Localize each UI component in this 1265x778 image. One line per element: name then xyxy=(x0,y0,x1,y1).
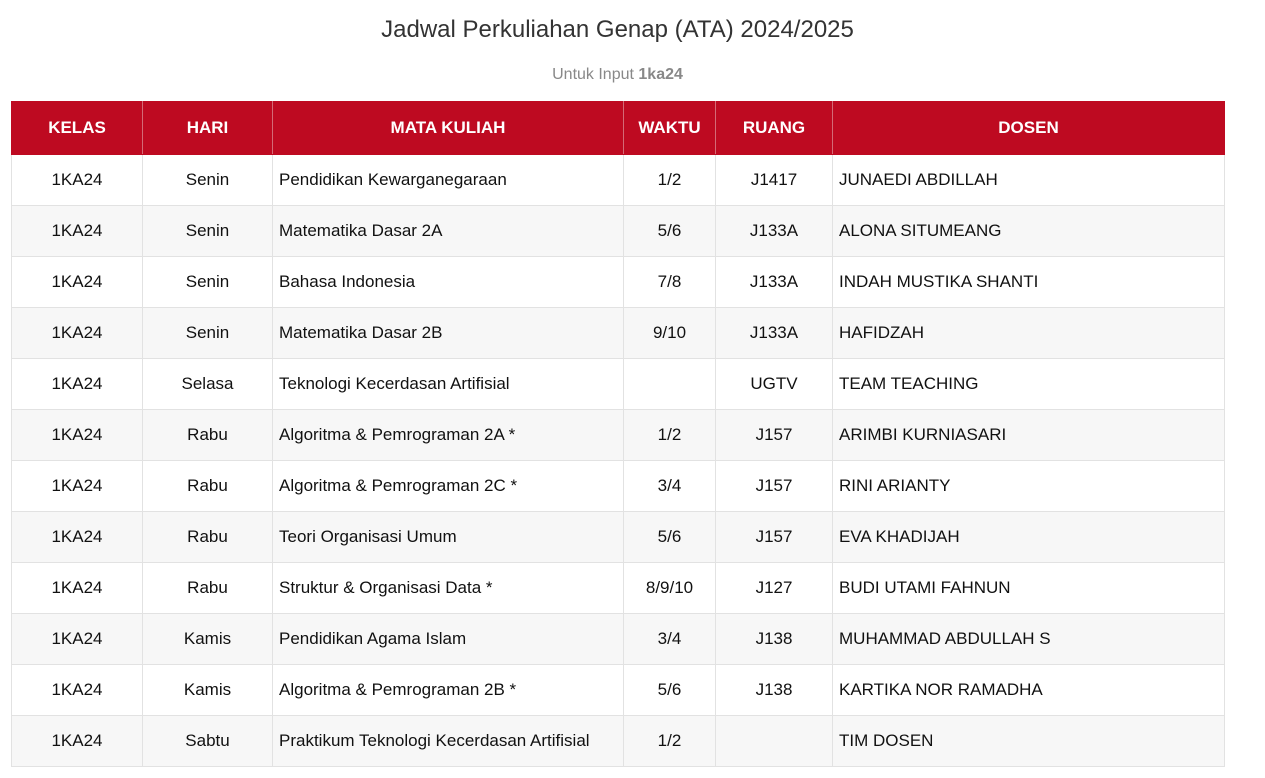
cell-waktu: 9/10 xyxy=(624,308,716,359)
subtitle-prefix: Untuk Input xyxy=(552,66,639,83)
cell-ruang: J157 xyxy=(716,410,833,461)
cell-mata-kuliah: Algoritma & Pemrograman 2B * xyxy=(273,665,624,716)
cell-kelas: 1KA24 xyxy=(12,563,143,614)
cell-hari: Rabu xyxy=(143,410,273,461)
column-header-kelas: KELAS xyxy=(12,102,143,155)
cell-ruang: J157 xyxy=(716,512,833,563)
column-header-dosen: DOSEN xyxy=(833,102,1225,155)
cell-dosen: JUNAEDI ABDILLAH xyxy=(833,155,1225,206)
cell-ruang: J127 xyxy=(716,563,833,614)
table-row xyxy=(12,614,1225,665)
cell-waktu: 5/6 xyxy=(624,512,716,563)
cell-kelas: 1KA24 xyxy=(12,716,143,767)
cell-dosen: ARIMBI KURNIASARI xyxy=(833,410,1225,461)
cell-dosen: ALONA SITUMEANG xyxy=(833,206,1225,257)
cell-ruang xyxy=(716,716,833,767)
table-row xyxy=(12,665,1225,716)
cell-ruang: J133A xyxy=(716,308,833,359)
column-header-hari: HARI xyxy=(143,102,273,155)
cell-hari: Senin xyxy=(143,206,273,257)
cell-mata-kuliah: Teori Organisasi Umum xyxy=(273,512,624,563)
cell-hari: Selasa xyxy=(143,359,273,410)
cell-hari: Rabu xyxy=(143,563,273,614)
cell-ruang: J133A xyxy=(716,206,833,257)
cell-hari: Senin xyxy=(143,155,273,206)
cell-hari: Sabtu xyxy=(143,716,273,767)
cell-hari: Rabu xyxy=(143,512,273,563)
schedule-table xyxy=(11,101,1225,767)
cell-waktu: 8/9/10 xyxy=(624,563,716,614)
cell-ruang: J138 xyxy=(716,665,833,716)
cell-mata-kuliah: Struktur & Organisasi Data * xyxy=(273,563,624,614)
cell-mata-kuliah: Praktikum Teknologi Kecerdasan Artifisial xyxy=(273,716,624,767)
table-row xyxy=(12,410,1225,461)
cell-mata-kuliah: Algoritma & Pemrograman 2A * xyxy=(273,410,624,461)
cell-hari: Kamis xyxy=(143,665,273,716)
table-body xyxy=(12,155,1225,767)
cell-waktu: 5/6 xyxy=(624,206,716,257)
cell-kelas: 1KA24 xyxy=(12,308,143,359)
cell-mata-kuliah: Pendidikan Agama Islam xyxy=(273,614,624,665)
table-row xyxy=(12,512,1225,563)
cell-kelas: 1KA24 xyxy=(12,155,143,206)
cell-waktu xyxy=(624,359,716,410)
table-row xyxy=(12,716,1225,767)
cell-kelas: 1KA24 xyxy=(12,665,143,716)
cell-dosen: EVA KHADIJAH xyxy=(833,512,1225,563)
subtitle-input-value: 1ka24 xyxy=(638,66,683,83)
table-header xyxy=(12,102,1225,155)
cell-kelas: 1KA24 xyxy=(12,410,143,461)
cell-waktu: 1/2 xyxy=(624,155,716,206)
table-row xyxy=(12,155,1225,206)
cell-dosen: TIM DOSEN xyxy=(833,716,1225,767)
cell-hari: Kamis xyxy=(143,614,273,665)
cell-waktu: 1/2 xyxy=(624,410,716,461)
cell-waktu: 7/8 xyxy=(624,257,716,308)
cell-waktu: 5/6 xyxy=(624,665,716,716)
cell-dosen: BUDI UTAMI FAHNUN xyxy=(833,563,1225,614)
subtitle xyxy=(0,64,1235,86)
cell-ruang: UGTV xyxy=(716,359,833,410)
column-header-mata-kuliah: MATA KULIAH xyxy=(273,102,624,155)
cell-hari: Rabu xyxy=(143,461,273,512)
column-header-waktu: WAKTU xyxy=(624,102,716,155)
cell-mata-kuliah: Bahasa Indonesia xyxy=(273,257,624,308)
cell-kelas: 1KA24 xyxy=(12,206,143,257)
cell-ruang: J1417 xyxy=(716,155,833,206)
cell-hari: Senin xyxy=(143,308,273,359)
cell-mata-kuliah: Matematika Dasar 2B xyxy=(273,308,624,359)
page-title: Jadwal Perkuliahan Genap (ATA) 2024/2025 xyxy=(381,16,854,43)
cell-dosen: RINI ARIANTY xyxy=(833,461,1225,512)
header-row xyxy=(12,102,1225,155)
table-row xyxy=(12,461,1225,512)
table-row xyxy=(12,308,1225,359)
cell-mata-kuliah: Pendidikan Kewarganegaraan xyxy=(273,155,624,206)
cell-ruang: J138 xyxy=(716,614,833,665)
cell-dosen: TEAM TEACHING xyxy=(833,359,1225,410)
cell-waktu: 3/4 xyxy=(624,461,716,512)
cell-waktu: 1/2 xyxy=(624,716,716,767)
cell-waktu: 3/4 xyxy=(624,614,716,665)
table-row xyxy=(12,563,1225,614)
cell-kelas: 1KA24 xyxy=(12,257,143,308)
cell-hari: Senin xyxy=(143,257,273,308)
table-row xyxy=(12,257,1225,308)
cell-mata-kuliah: Matematika Dasar 2A xyxy=(273,206,624,257)
cell-mata-kuliah: Algoritma & Pemrograman 2C * xyxy=(273,461,624,512)
cell-kelas: 1KA24 xyxy=(12,614,143,665)
cell-dosen: INDAH MUSTIKA SHANTI xyxy=(833,257,1225,308)
cell-mata-kuliah: Teknologi Kecerdasan Artifisial xyxy=(273,359,624,410)
cell-ruang: J157 xyxy=(716,461,833,512)
table-row xyxy=(12,206,1225,257)
cell-kelas: 1KA24 xyxy=(12,359,143,410)
cell-ruang: J133A xyxy=(716,257,833,308)
cell-dosen: MUHAMMAD ABDULLAH S xyxy=(833,614,1225,665)
table-row xyxy=(12,359,1225,410)
column-header-ruang: RUANG xyxy=(716,102,833,155)
cell-kelas: 1KA24 xyxy=(12,512,143,563)
cell-dosen: KARTIKA NOR RAMADHA xyxy=(833,665,1225,716)
cell-kelas: 1KA24 xyxy=(12,461,143,512)
cell-dosen: HAFIDZAH xyxy=(833,308,1225,359)
